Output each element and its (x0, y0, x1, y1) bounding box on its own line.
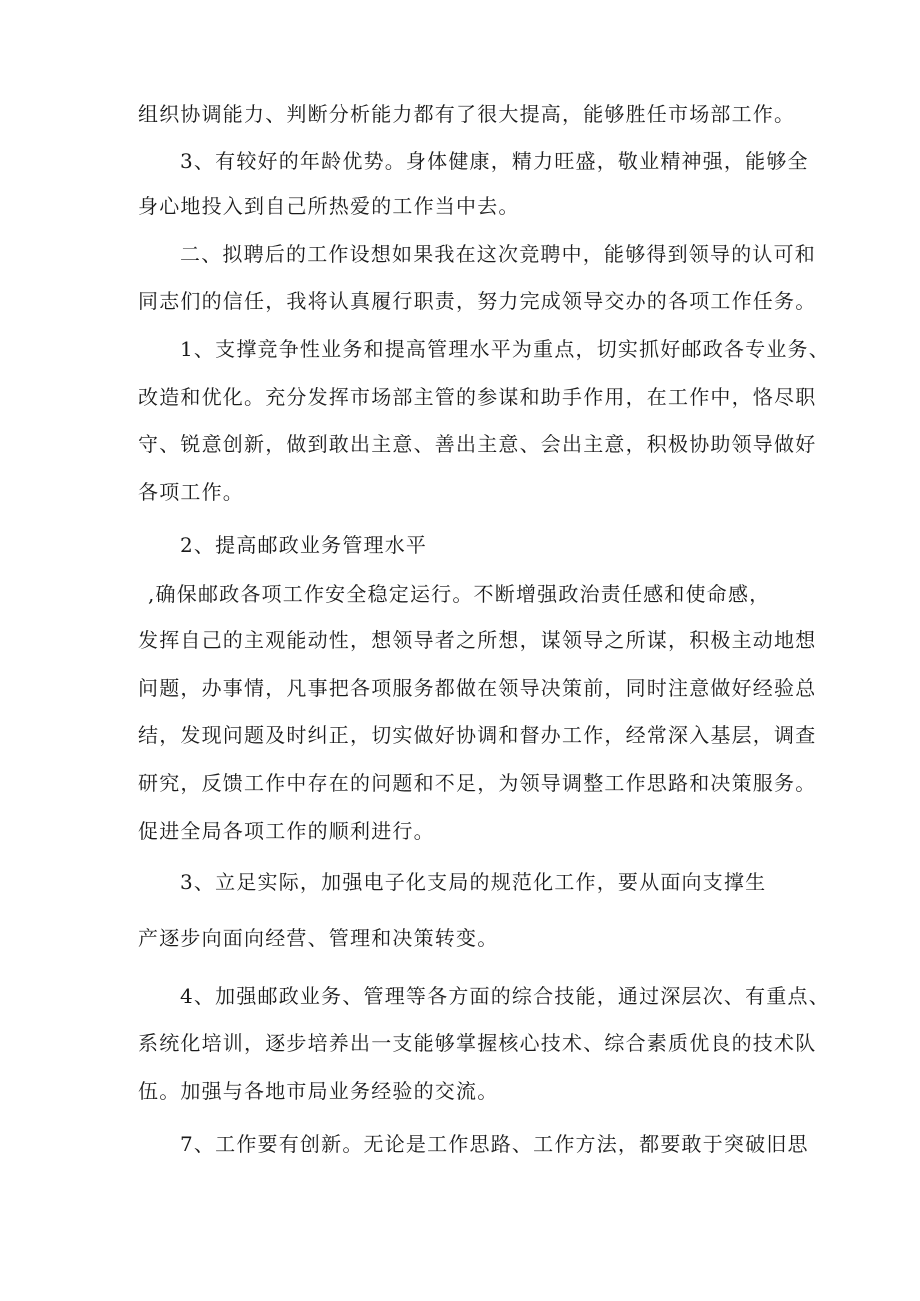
text-line: 7、工作要有创新。无论是工作思路、工作方法，都要敢于突破旧思 (180, 1132, 809, 1156)
text-line: 组织协调能力、判断分析能力都有了很大提高，能够胜任市场部工作。 (138, 102, 796, 126)
text-line: 身心地投入到自己所热爱的工作当中去。 (138, 194, 520, 218)
text-line: 系统化培训，逐步培养出一支能够掌握核心技术、综合素质优良的技术队 (138, 1031, 817, 1055)
text-line: 产逐步向面向经营、管理和决策转变。 (138, 926, 499, 950)
text-line: 3、立足实际，加强电子化支局的规范化工作，要从面向支撑生 (180, 870, 767, 894)
text-line: 1、支撑竞争性业务和提高管理水平为重点，切实抓好邮政各专业务、 (180, 337, 830, 361)
text-line: 问题，办事情，凡事把各项服务都做在领导决策前，同时注意做好经验总 (138, 676, 817, 700)
text-line: 守、锐意创新，做到敢出主意、善出主意、会出主意，积极协助领导做好 (138, 432, 817, 456)
text-line: 4、加强邮政业务、管理等各方面的综合技能，通过深层次、有重点、 (180, 984, 830, 1008)
text-line: 各项工作。 (138, 480, 244, 504)
text-line: 二、拟聘后的工作设想如果我在这次竞聘中，能够得到领导的认可和 (180, 242, 816, 266)
text-line: 伍。加强与各地市局业务经验的交流。 (138, 1079, 499, 1103)
text-line: 结，发现问题及时纠正，切实做好协调和督办工作，经常深入基层，调查 (138, 723, 817, 747)
text-line: 发挥自己的主观能动性，想领导者之所想，谋领导之所谋，积极主动地想 (138, 628, 817, 652)
text-line: 3、有较好的年龄优势。身体健康，精力旺盛，敬业精神强，能够全 (180, 149, 809, 173)
text-line: 同志们的信任，我将认真履行职责，努力完成领导交办的各项工作任务。 (138, 289, 817, 313)
text-line: 改造和优化。充分发挥市场部主管的参谋和助手作用，在工作中，恪尽职 (138, 385, 817, 409)
text-line: 研究，反馈工作中存在的问题和不足，为领导调整工作思路和决策服务。 (138, 771, 817, 795)
text-line: 促进全局各项工作的顺利进行。 (138, 819, 435, 843)
text-line: 2、提高邮政业务管理水平 (180, 533, 428, 557)
text-line: ,确保邮政各项工作安全稳定运行。不断增强政治责任感和使命感， (148, 582, 771, 606)
